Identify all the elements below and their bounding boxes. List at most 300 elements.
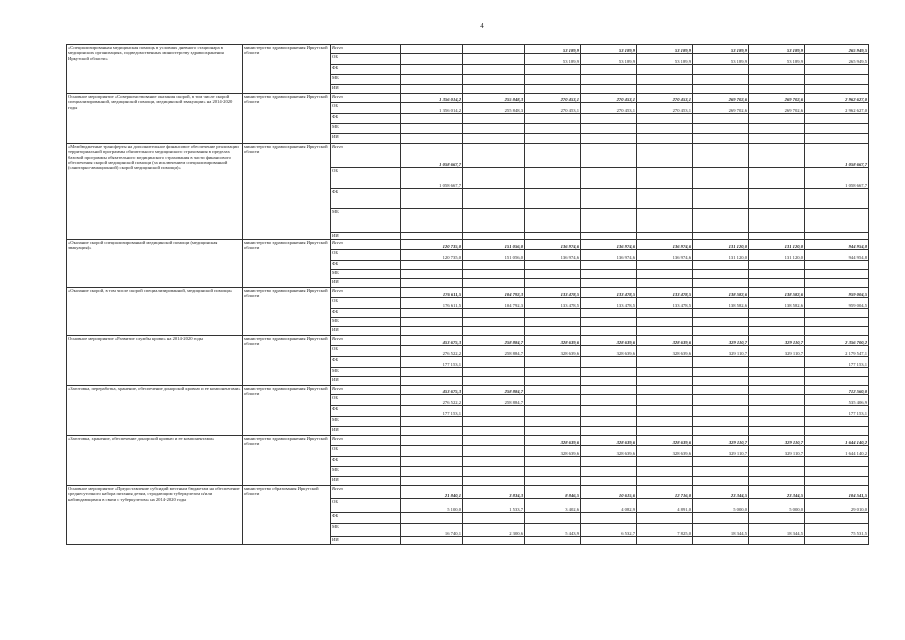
amount-cell	[525, 377, 581, 386]
amount-cell	[693, 417, 749, 427]
amount-cell	[749, 327, 805, 336]
amount-cell: 138 582,6	[749, 288, 805, 298]
funding-source: ОБ	[331, 103, 401, 114]
amount-cell	[693, 357, 749, 368]
total-amount-cell: 265 949,5	[805, 54, 869, 65]
total-amount-cell: 2 962 627,0	[805, 94, 869, 103]
amount-cell: 136 974,6	[581, 250, 637, 261]
amount-cell	[401, 327, 463, 336]
amount-cell	[401, 45, 463, 54]
funding-source: МБ	[331, 368, 401, 377]
amount-cell	[463, 417, 525, 427]
amount-cell	[401, 436, 463, 446]
amount-cell	[693, 386, 749, 395]
amount-cell	[637, 513, 693, 524]
amount-cell	[693, 75, 749, 85]
funding-source: ОБ	[331, 168, 401, 189]
table-row	[67, 336, 869, 346]
funding-source: МБ	[331, 524, 401, 537]
amount-cell	[693, 395, 749, 406]
amount-cell	[525, 457, 581, 467]
amount-cell	[525, 357, 581, 368]
amount-cell	[637, 261, 693, 270]
total-amount-cell: 535 406,9	[805, 395, 869, 406]
funding-source: ОБ	[331, 395, 401, 406]
amount-cell	[637, 168, 693, 189]
funding-source: ФБ	[331, 261, 401, 270]
amount-cell	[749, 477, 805, 486]
amount-cell	[581, 513, 637, 524]
amount-cell	[401, 537, 463, 545]
amount-cell	[581, 85, 637, 94]
amount-cell: 23 344,5	[693, 486, 749, 499]
table-row	[67, 486, 869, 499]
amount-cell: 104 792,3	[463, 298, 525, 309]
amount-cell	[463, 134, 525, 144]
amount-cell	[525, 144, 581, 168]
total-amount-cell	[805, 233, 869, 240]
amount-cell	[401, 318, 463, 327]
amount-cell	[525, 327, 581, 336]
amount-cell	[693, 279, 749, 288]
amount-cell: 276 522,2	[401, 346, 463, 357]
total-amount-cell	[805, 417, 869, 427]
amount-cell	[581, 209, 637, 233]
total-amount-cell: 1 058 667,7	[805, 168, 869, 189]
amount-cell	[693, 65, 749, 75]
total-amount-cell	[805, 65, 869, 75]
amount-cell	[401, 124, 463, 134]
total-amount-cell	[805, 537, 869, 545]
funding-source: ОБ	[331, 250, 401, 261]
responsible-executor: министерство здравоохранения Иркутской области	[243, 45, 331, 94]
amount-cell: 120 735,0	[401, 240, 463, 250]
measure-description: «Межбюджетные трансферты на дополнительное финансовое обеспечение реализации территориальной программы обязательного медицинского страхования в пределах базовой программы обязательного медицинского страхования в части финансового обеспечения скорой медицинской помощи (за исключением специализированной (санитарно-авиационной) скорой медицинской помощи)»	[67, 144, 243, 240]
funding-source: ИИ	[331, 427, 401, 436]
amount-cell: 5 000,0	[693, 499, 749, 513]
amount-cell: 151 056,0	[463, 240, 525, 250]
amount-cell	[463, 144, 525, 168]
amount-cell	[525, 318, 581, 327]
amount-cell	[525, 75, 581, 85]
funding-source: МБ	[331, 209, 401, 233]
amount-cell	[525, 209, 581, 233]
amount-cell: 131 120,0	[749, 240, 805, 250]
amount-cell	[581, 395, 637, 406]
amount-cell	[525, 309, 581, 318]
measure-description: «Оказание скорой, в том числе скорой специализированной, медицинской помощи»	[67, 288, 243, 336]
amount-cell: 53 189,9	[693, 54, 749, 65]
amount-cell: 7 825,0	[637, 524, 693, 537]
amount-cell: 8 846,5	[525, 486, 581, 499]
funding-source: ИИ	[331, 134, 401, 144]
amount-cell	[463, 45, 525, 54]
amount-cell	[693, 124, 749, 134]
table-row	[67, 240, 869, 250]
amount-cell	[401, 457, 463, 467]
funding-source: Всего	[331, 336, 401, 346]
amount-cell: 329 110,7	[749, 436, 805, 446]
amount-cell: 53 189,9	[693, 45, 749, 54]
amount-cell: 138 582,6	[693, 288, 749, 298]
funding-source: Всего	[331, 144, 401, 168]
amount-cell	[401, 54, 463, 65]
amount-cell: 329 110,7	[749, 346, 805, 357]
amount-cell	[525, 85, 581, 94]
amount-cell	[463, 85, 525, 94]
funding-source: ФБ	[331, 457, 401, 467]
amount-cell	[637, 477, 693, 486]
amount-cell: 16 740,1	[401, 524, 463, 537]
amount-cell: 131 120,0	[693, 250, 749, 261]
amount-cell	[401, 368, 463, 377]
amount-cell	[749, 318, 805, 327]
amount-cell: 270 453,1	[525, 94, 581, 103]
amount-cell	[581, 124, 637, 134]
amount-cell	[693, 457, 749, 467]
amount-cell: 3 834,3	[463, 486, 525, 499]
amount-cell	[637, 85, 693, 94]
amount-cell: 328 639,6	[581, 336, 637, 346]
amount-cell	[401, 75, 463, 85]
amount-cell	[581, 279, 637, 288]
amount-cell	[463, 209, 525, 233]
amount-cell: 53 189,9	[637, 45, 693, 54]
total-amount-cell: 1 058 667,7	[805, 144, 869, 168]
amount-cell	[637, 270, 693, 279]
amount-cell	[463, 436, 525, 446]
amount-cell	[693, 477, 749, 486]
amount-cell	[693, 134, 749, 144]
amount-cell: 329 110,7	[693, 436, 749, 446]
amount-cell	[525, 189, 581, 209]
amount-cell: 329 110,7	[693, 446, 749, 457]
total-amount-cell	[805, 75, 869, 85]
funding-source: ФБ	[331, 357, 401, 368]
total-amount-cell	[805, 467, 869, 477]
amount-cell	[749, 270, 805, 279]
funding-source: ОБ	[331, 298, 401, 309]
amount-cell	[581, 406, 637, 417]
amount-cell: 177 153,1	[401, 357, 463, 368]
funding-source: ФБ	[331, 513, 401, 524]
amount-cell: 133 478,5	[525, 298, 581, 309]
amount-cell	[581, 368, 637, 377]
funding-source: ИИ	[331, 279, 401, 288]
funding-source: ИИ	[331, 477, 401, 486]
amount-cell: 104 792,3	[463, 288, 525, 298]
total-amount-cell	[805, 368, 869, 377]
total-amount-cell	[805, 124, 869, 134]
amount-cell: 3 402,6	[525, 499, 581, 513]
total-amount-cell	[805, 209, 869, 233]
total-amount-cell: 2 962 627,0	[805, 103, 869, 114]
amount-cell	[637, 279, 693, 288]
amount-cell	[749, 427, 805, 436]
amount-cell	[637, 65, 693, 75]
amount-cell: 258 884,7	[463, 346, 525, 357]
total-amount-cell	[805, 261, 869, 270]
total-amount-cell	[805, 513, 869, 524]
measure-description: Основное мероприятие «Совершенствование оказания скорой, в том числе скорой специализированной, медицинской помощи, медицинской эвакуации» на 2014-2020 годы	[67, 94, 243, 144]
amount-cell	[463, 457, 525, 467]
amount-cell	[401, 114, 463, 124]
amount-cell: 328 639,6	[525, 436, 581, 446]
amount-cell	[463, 477, 525, 486]
amount-cell: 329 110,7	[749, 336, 805, 346]
amount-cell	[637, 233, 693, 240]
amount-cell: 258 884,7	[463, 336, 525, 346]
total-amount-cell	[805, 427, 869, 436]
amount-cell: 269 702,6	[749, 103, 805, 114]
amount-cell	[401, 134, 463, 144]
amount-cell	[693, 327, 749, 336]
amount-cell	[525, 467, 581, 477]
amount-cell	[749, 261, 805, 270]
amount-cell	[749, 65, 805, 75]
funding-source: ИИ	[331, 85, 401, 94]
amount-cell	[749, 386, 805, 395]
amount-cell	[401, 65, 463, 75]
amount-cell: 270 453,1	[581, 94, 637, 103]
measure-description: «Оказание скорой специализированной медицинской помощи (медицинская эвакуация)»	[67, 240, 243, 288]
amount-cell: 10 615,6	[581, 486, 637, 499]
total-amount-cell	[805, 134, 869, 144]
amount-cell	[463, 124, 525, 134]
amount-cell	[401, 377, 463, 386]
amount-cell	[463, 513, 525, 524]
amount-cell	[463, 54, 525, 65]
amount-cell: 21 840,1	[401, 486, 463, 499]
amount-cell	[581, 168, 637, 189]
funding-source: ОБ	[331, 499, 401, 513]
amount-cell: 131 120,0	[693, 240, 749, 250]
amount-cell	[463, 368, 525, 377]
amount-cell	[463, 270, 525, 279]
amount-cell	[749, 417, 805, 427]
funding-source: МБ	[331, 467, 401, 477]
amount-cell	[525, 261, 581, 270]
amount-cell: 176 611,5	[401, 288, 463, 298]
amount-cell	[581, 327, 637, 336]
amount-cell: 328 639,6	[525, 346, 581, 357]
amount-cell	[637, 75, 693, 85]
measure-description: «Специализированная медицинская помощь в условиях дневного стационара в медицинских организациях, подведомственных министерству здравоохранения Иркутской области»	[67, 45, 243, 94]
amount-cell: 177 153,1	[401, 406, 463, 417]
amount-cell	[525, 134, 581, 144]
amount-cell: 328 639,6	[637, 436, 693, 446]
total-amount-cell: 177 153,1	[805, 406, 869, 417]
amount-cell	[693, 318, 749, 327]
amount-cell	[749, 85, 805, 94]
amount-cell	[693, 209, 749, 233]
amount-cell: 120 735,0	[401, 250, 463, 261]
total-amount-cell: 75 531,5	[805, 524, 869, 537]
funding-source: Всего	[331, 436, 401, 446]
amount-cell	[463, 318, 525, 327]
amount-cell	[749, 513, 805, 524]
table-row	[67, 436, 869, 446]
amount-cell	[463, 65, 525, 75]
amount-cell	[463, 406, 525, 417]
amount-cell	[401, 279, 463, 288]
total-amount-cell: 265 949,5	[805, 45, 869, 54]
amount-cell	[693, 270, 749, 279]
total-amount-cell: 177 153,1	[805, 357, 869, 368]
amount-cell	[637, 377, 693, 386]
amount-cell	[693, 368, 749, 377]
amount-cell	[581, 309, 637, 318]
total-amount-cell	[805, 327, 869, 336]
amount-cell	[749, 189, 805, 209]
amount-cell: 53 189,9	[581, 45, 637, 54]
amount-cell	[525, 270, 581, 279]
amount-cell	[525, 406, 581, 417]
funding-source: Всего	[331, 288, 401, 298]
amount-cell	[525, 417, 581, 427]
amount-cell	[693, 261, 749, 270]
funding-source: МБ	[331, 75, 401, 85]
amount-cell	[581, 189, 637, 209]
funding-source: ФБ	[331, 406, 401, 417]
amount-cell: 1 533,7	[463, 499, 525, 513]
total-amount-cell: 2 356 700,2	[805, 336, 869, 346]
amount-cell	[693, 168, 749, 189]
amount-cell	[693, 233, 749, 240]
amount-cell	[401, 417, 463, 427]
amount-cell	[463, 357, 525, 368]
amount-cell	[637, 114, 693, 124]
amount-cell	[463, 279, 525, 288]
amount-cell: 258 884,7	[463, 386, 525, 395]
amount-cell	[525, 386, 581, 395]
funding-source: Всего	[331, 94, 401, 103]
amount-cell	[581, 233, 637, 240]
amount-cell	[749, 395, 805, 406]
amount-cell	[401, 513, 463, 524]
amount-cell: 270 453,1	[637, 103, 693, 114]
amount-cell	[693, 377, 749, 386]
amount-cell	[749, 377, 805, 386]
amount-cell	[525, 279, 581, 288]
amount-cell: 328 639,6	[525, 336, 581, 346]
amount-cell: 270 453,1	[581, 103, 637, 114]
amount-cell	[637, 357, 693, 368]
total-amount-cell	[805, 477, 869, 486]
total-amount-cell: 944 954,8	[805, 240, 869, 250]
amount-cell	[463, 189, 525, 209]
amount-cell: 258 884,7	[463, 395, 525, 406]
amount-cell: 136 974,6	[525, 240, 581, 250]
amount-cell	[581, 75, 637, 85]
amount-cell	[637, 124, 693, 134]
amount-cell	[693, 427, 749, 436]
amount-cell	[525, 427, 581, 436]
amount-cell	[693, 537, 749, 545]
funding-source: ФБ	[331, 65, 401, 75]
total-amount-cell: 712 560,0	[805, 386, 869, 395]
amount-cell	[463, 327, 525, 336]
amount-cell	[401, 446, 463, 457]
amount-cell	[637, 318, 693, 327]
amount-cell	[693, 406, 749, 417]
amount-cell: 133 478,5	[581, 298, 637, 309]
amount-cell: 276 522,2	[401, 395, 463, 406]
funding-source: Всего	[331, 486, 401, 499]
amount-cell	[463, 446, 525, 457]
amount-cell	[525, 114, 581, 124]
amount-cell: 133 478,5	[525, 288, 581, 298]
total-amount-cell	[805, 318, 869, 327]
amount-cell	[637, 327, 693, 336]
funding-source: Всего	[331, 240, 401, 250]
amount-cell	[749, 457, 805, 467]
amount-cell	[525, 233, 581, 240]
amount-cell: 5 100,0	[401, 499, 463, 513]
amount-cell: 6 532,7	[581, 524, 637, 537]
amount-cell: 133 478,5	[581, 288, 637, 298]
amount-cell	[637, 386, 693, 395]
amount-cell	[581, 477, 637, 486]
amount-cell	[637, 134, 693, 144]
table-row	[67, 144, 869, 168]
measure-description: «Заготовка, хранение, обеспечение донорской кровью и ее компонентами»	[67, 436, 243, 486]
amount-cell: 269 702,6	[693, 103, 749, 114]
amount-cell: 12 716,0	[637, 486, 693, 499]
amount-cell	[401, 467, 463, 477]
amount-cell	[581, 261, 637, 270]
funding-source: МБ	[331, 417, 401, 427]
total-amount-cell	[805, 279, 869, 288]
amount-cell	[581, 65, 637, 75]
amount-cell: 270 453,1	[525, 103, 581, 114]
amount-cell	[525, 395, 581, 406]
amount-cell	[525, 368, 581, 377]
amount-cell	[749, 209, 805, 233]
total-amount-cell: 959 004,5	[805, 298, 869, 309]
funding-source: ОБ	[331, 346, 401, 357]
amount-cell	[525, 513, 581, 524]
measure-description: Основное мероприятие «Предоставление субсидий местным бюджетам на обеспечение среднесуточного набора питания детям, страдающим туберкулезом и/или наблюдающимся в связи с туберкулезом» на 2014-2020 годы	[67, 486, 243, 545]
total-amount-cell: 1 644 140,2	[805, 446, 869, 457]
amount-cell	[749, 537, 805, 545]
funding-source: ОБ	[331, 54, 401, 65]
total-amount-cell: 959 004,5	[805, 288, 869, 298]
amount-cell	[401, 209, 463, 233]
amount-cell	[581, 144, 637, 168]
amount-cell	[693, 144, 749, 168]
amount-cell	[693, 513, 749, 524]
amount-cell: 138 582,6	[749, 298, 805, 309]
amount-cell: 255 848,3	[463, 94, 525, 103]
table-row	[67, 94, 869, 103]
amount-cell: 453 675,3	[401, 386, 463, 395]
budget-table	[66, 44, 869, 545]
amount-cell	[693, 309, 749, 318]
amount-cell	[693, 467, 749, 477]
amount-cell	[401, 477, 463, 486]
amount-cell	[637, 309, 693, 318]
amount-cell: 136 974,6	[637, 240, 693, 250]
amount-cell: 53 189,9	[637, 54, 693, 65]
amount-cell: 176 611,5	[401, 298, 463, 309]
table-row	[67, 386, 869, 395]
amount-cell: 1 058 667,7	[401, 144, 463, 168]
responsible-executor: министерство здравоохранения Иркутской области	[243, 240, 331, 288]
amount-cell	[749, 467, 805, 477]
responsible-executor: министерство здравоохранения Иркутской области	[243, 288, 331, 336]
amount-cell	[463, 261, 525, 270]
